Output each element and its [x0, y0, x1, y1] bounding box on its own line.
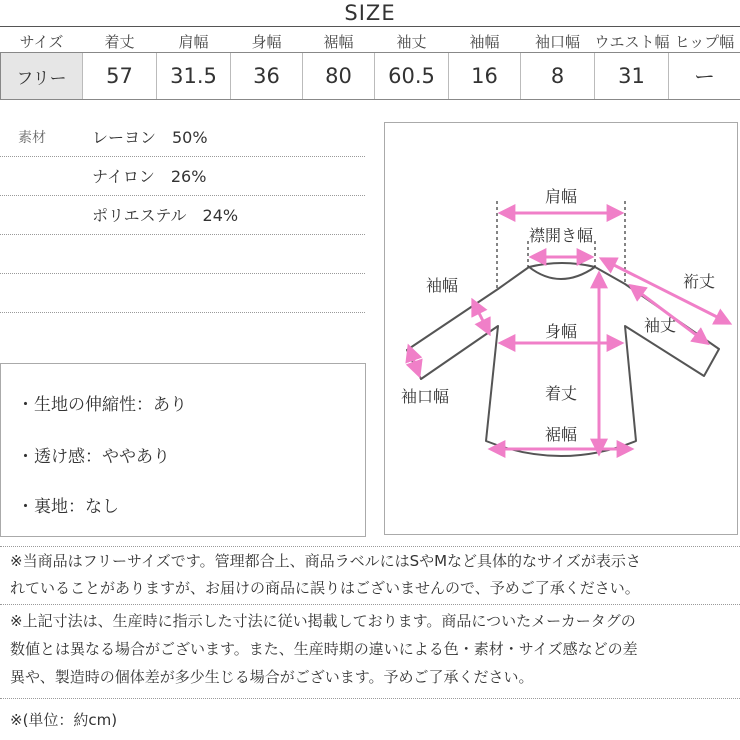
property-lining: ・裏地：なし [17, 497, 119, 517]
label-cuff: 袖口幅 [400, 387, 450, 406]
size-table-row [1, 53, 740, 100]
label-neck: 襟開き幅 [528, 226, 594, 245]
header-sleeve-width: 袖幅 [469, 32, 500, 51]
header-cuff: 袖口幅 [534, 32, 580, 51]
cell-shoulder: 31.5 [157, 53, 231, 100]
header-body-width: 身幅 [251, 32, 282, 51]
note-line: れていることがありますが、お届けの商品に誤りはございませんので、予めご了承ください。 [10, 579, 640, 597]
notes-separator [0, 604, 740, 605]
material-label: 素材 [18, 130, 46, 146]
note-line: 数値とは異なる場合がございます。また、生産時期の違いによる色・素材・サイズ感などの差 [10, 640, 638, 658]
material-row-empty [0, 235, 365, 274]
title-divider [0, 26, 740, 27]
note-line: ※当商品はフリーサイズです。管理都合上、商品ラベルにはSやMなど具体的なサイズが表示さ [10, 552, 641, 570]
label-body-width: 身幅 [544, 322, 578, 341]
header-hip: ヒップ幅 [674, 32, 735, 51]
cell-size: フリー [1, 53, 83, 100]
cell-sleeve-length: 60.5 [375, 53, 449, 100]
material-row-empty [0, 274, 365, 313]
material-row [0, 196, 365, 235]
material-row [0, 118, 365, 157]
header-length: 着丈 [104, 32, 135, 51]
cell-body-width: 36 [231, 53, 303, 100]
label-shoulder: 肩幅 [544, 187, 578, 206]
note-line: ※上記寸法は、生産時に指示した寸法に従い掲載しております。商品についたメーカータグの [10, 612, 636, 630]
header-hem: 裾幅 [323, 32, 354, 51]
cell-hem: 80 [303, 53, 375, 100]
unit-note: ※(単位：約cm) [10, 711, 118, 729]
notes-separator [0, 698, 740, 699]
header-shoulder: 肩幅 [178, 32, 209, 51]
measurement-diagram [384, 122, 738, 535]
size-title: SIZE [344, 1, 396, 25]
label-yuki: 裄丈 [682, 272, 716, 291]
material-item: レーヨン 50% [92, 128, 208, 147]
label-sleeve-length: 袖丈 [643, 316, 677, 335]
cell-hip: ー [669, 53, 740, 100]
fabric-properties-box [0, 363, 366, 537]
material-item: ポリエステル 24% [92, 206, 239, 225]
label-length: 着丈 [544, 384, 578, 403]
size-table [0, 30, 740, 100]
label-hem: 裾幅 [544, 425, 578, 444]
neckline [529, 263, 595, 267]
header-sleeve-length: 袖丈 [396, 32, 427, 51]
note-line: 異や、製造時の個体差が多少生じる場合がございます。予めご了承ください。 [10, 668, 534, 686]
header-size: サイズ [19, 32, 64, 51]
cell-sleeve-width: 16 [449, 53, 521, 100]
notes-top-separator [0, 546, 740, 547]
property-sheerness: ・透け感：ややあり [17, 447, 170, 467]
material-item: ナイロン 26% [92, 167, 207, 186]
cell-length: 57 [83, 53, 157, 100]
size-table-header [1, 30, 740, 53]
header-waist: ウエスト幅 [594, 32, 670, 51]
property-stretch: ・生地の伸縮性：あり [17, 395, 187, 415]
cell-waist: 31 [595, 53, 669, 100]
material-row [0, 157, 365, 196]
cell-cuff: 8 [521, 53, 595, 100]
garment-diagram-svg [385, 123, 739, 536]
label-sleeve-width: 袖幅 [425, 276, 459, 295]
